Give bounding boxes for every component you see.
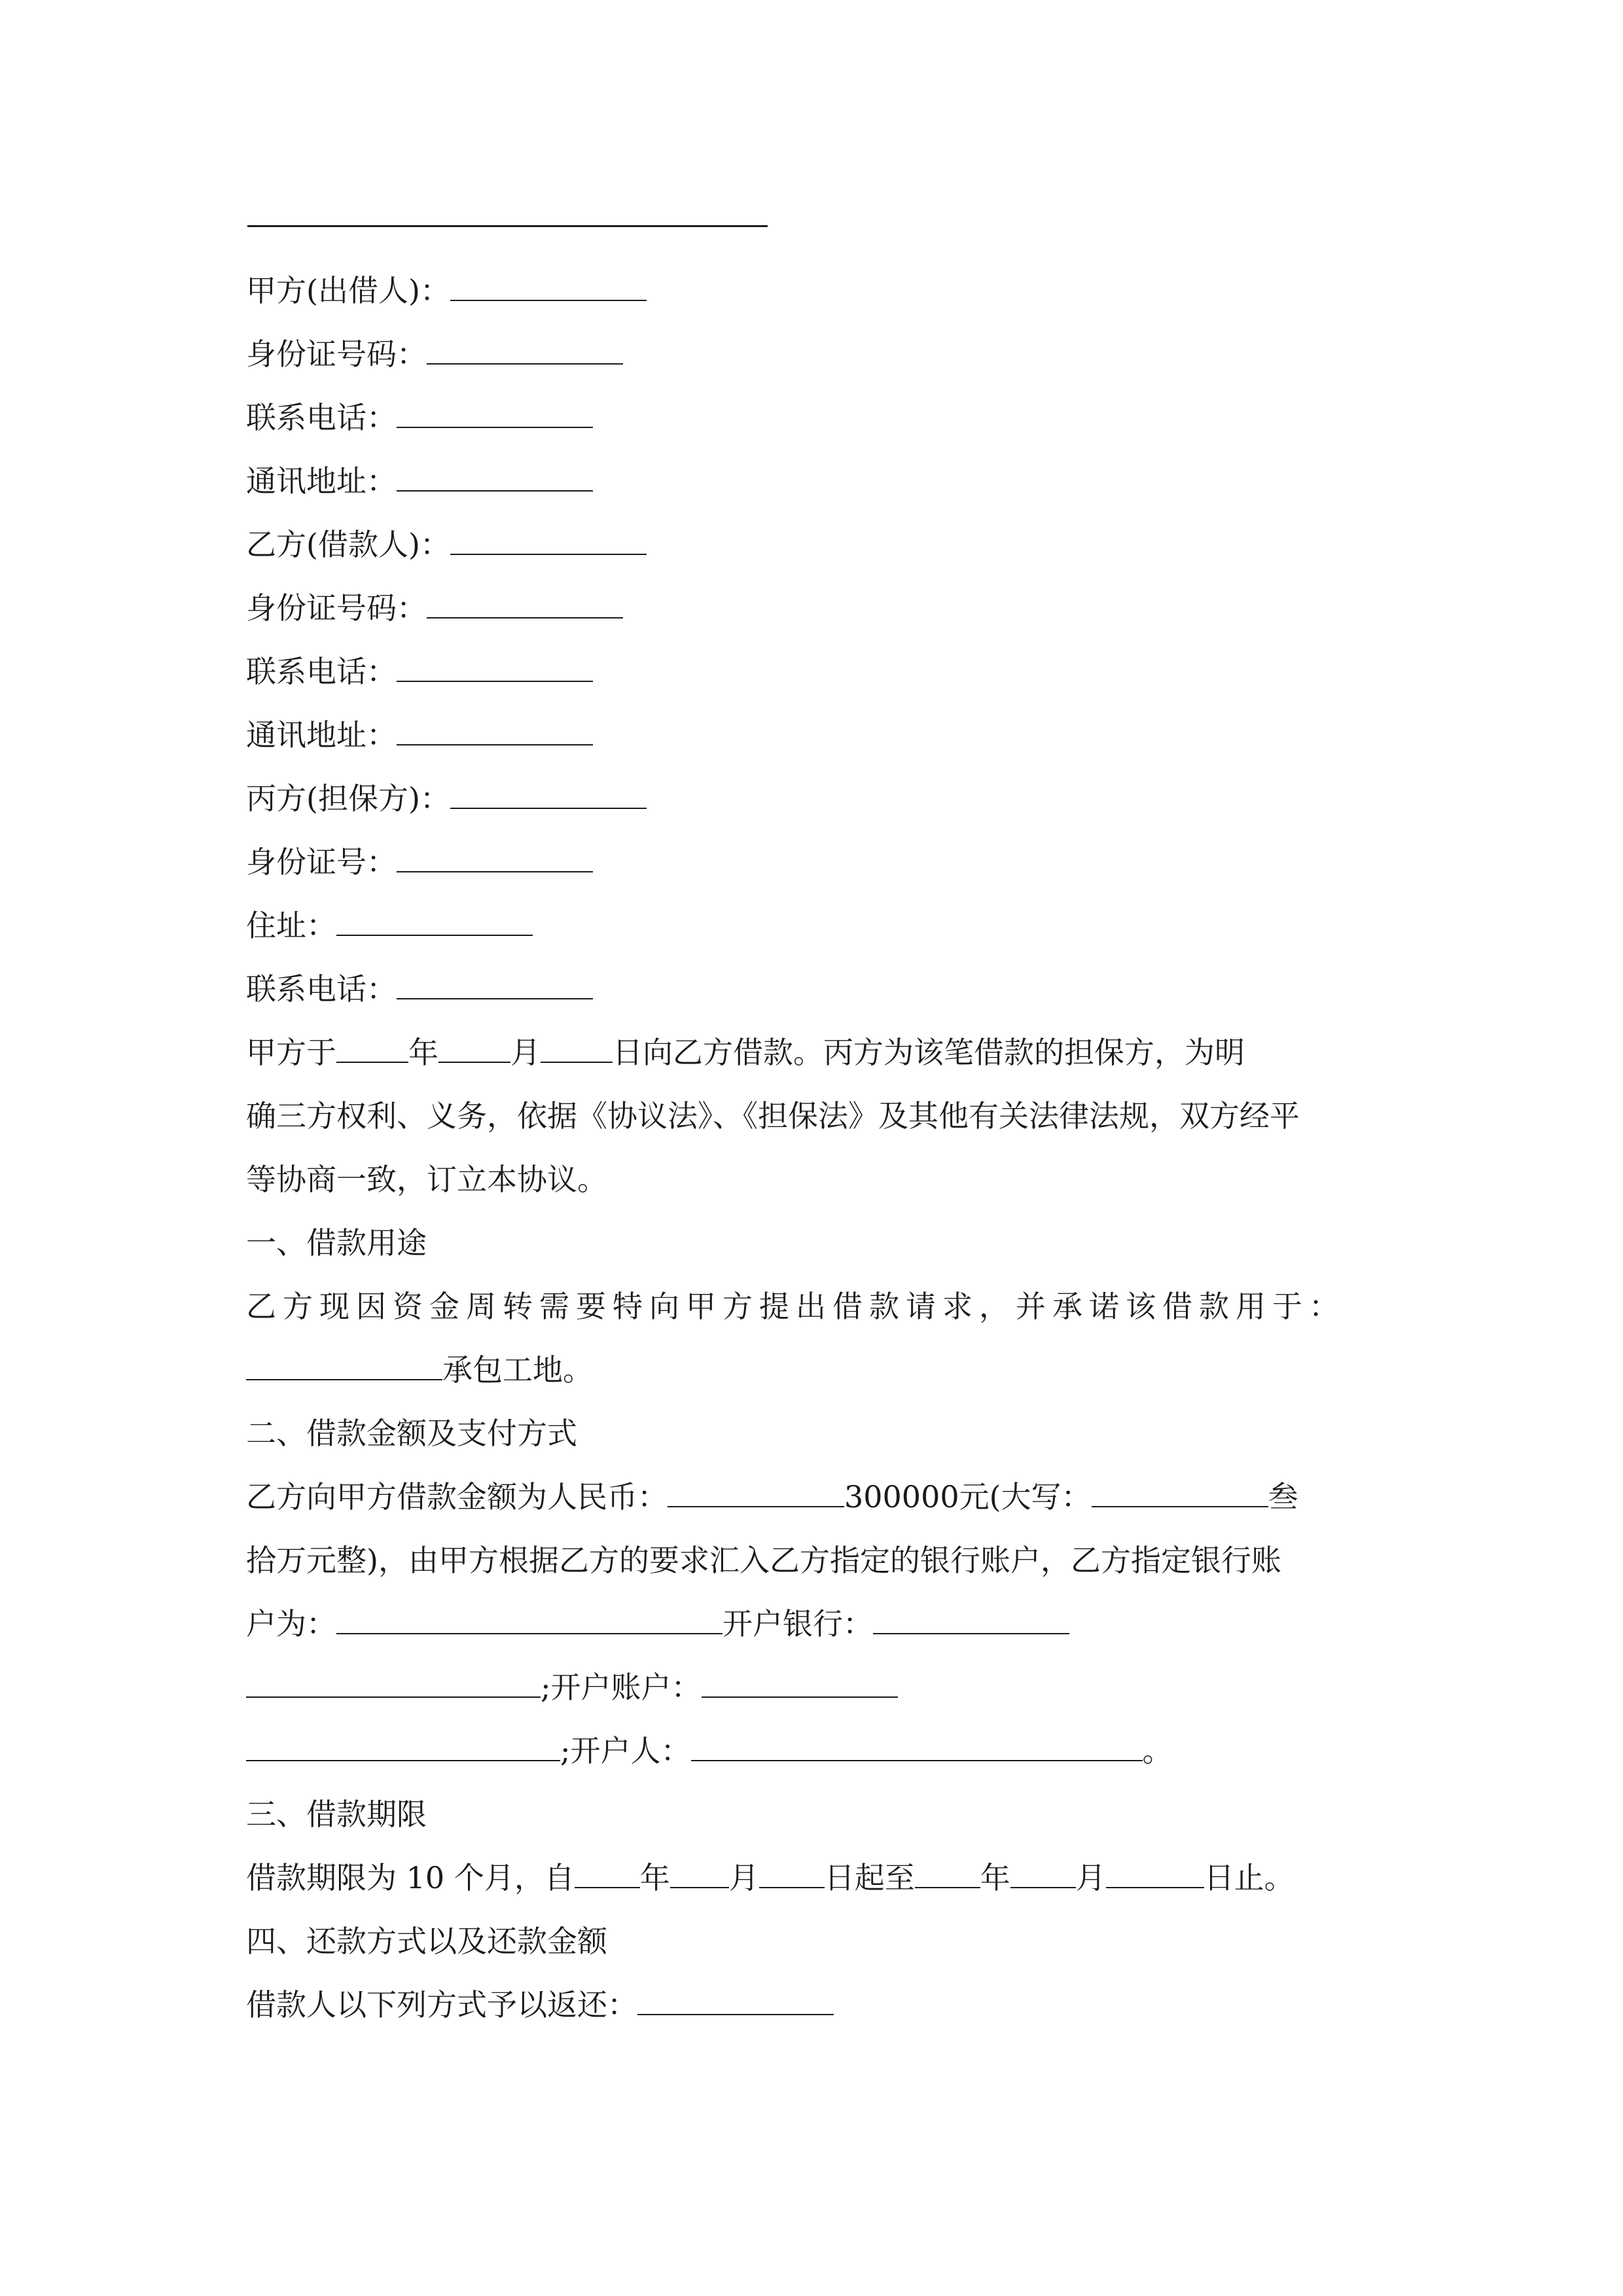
field-label: 乙方(借款人)：	[246, 527, 450, 562]
section-heading-amount: 二、借款金额及支付方式	[246, 1416, 577, 1451]
purpose-blank[interactable]	[246, 1350, 442, 1380]
day-blank[interactable]	[541, 1033, 613, 1063]
blank-line[interactable]	[397, 461, 593, 492]
intro-line-1: 甲方于 年 月 日向乙方借款。丙方为该笔借款的担保方，为明	[246, 1033, 1245, 1072]
field-label: 联系电话：	[246, 971, 397, 1007]
section-heading-repayment: 四、还款方式以及还款金额	[246, 1924, 607, 1959]
amount-words-blank[interactable]	[1092, 1477, 1268, 1507]
end-day-blank[interactable]	[1106, 1858, 1204, 1888]
bank-name-cont-blank[interactable]	[246, 1668, 541, 1698]
intro-line-2: 确三方权利、义务，依据《协议法》、《担保法》及其他有关法律法规，双方经平	[246, 1098, 1300, 1134]
year-blank[interactable]	[336, 1033, 408, 1063]
holder-blank[interactable]	[691, 1731, 1143, 1761]
blank-line[interactable]	[427, 588, 623, 619]
blank-line[interactable]	[450, 779, 647, 809]
top-dash-rule	[247, 225, 768, 227]
start-day-blank[interactable]	[759, 1858, 825, 1888]
field-label: 身份证号：	[246, 844, 397, 880]
field-label: 身份证号码：	[246, 336, 427, 372]
blank-line[interactable]	[397, 842, 593, 872]
blank-line[interactable]	[397, 715, 593, 745]
field-label: 甲方(出借人)：	[246, 273, 450, 308]
account-blank[interactable]	[702, 1668, 898, 1698]
borrower-phone-field	[246, 652, 593, 691]
term-line: 借款期限为 10 个月，自 年 月 日起至 年 月 日止。	[246, 1858, 1294, 1897]
guarantor-name-field	[246, 779, 647, 818]
field-label: 联系电话：	[246, 400, 397, 435]
intro-line-3: 等协商一致，订立本协议。	[246, 1162, 607, 1197]
lender-address-field	[246, 461, 593, 501]
amount-line-1: 乙方向甲方借款金额为人民币： 300000元(大写： 叁	[246, 1477, 1298, 1516]
loan-amount: 300000	[844, 1479, 959, 1515]
blank-line[interactable]	[450, 525, 647, 555]
borrower-address-field	[246, 715, 593, 755]
blank-line[interactable]	[397, 969, 593, 999]
amount-blank[interactable]	[668, 1477, 844, 1507]
blank-line[interactable]	[397, 398, 593, 428]
bank-account-blank[interactable]	[336, 1604, 722, 1634]
lender-name-field	[246, 271, 647, 310]
field-label: 身份证号码：	[246, 590, 427, 626]
blank-line[interactable]	[427, 334, 623, 365]
field-label: 丙方(担保方)：	[246, 781, 450, 816]
field-label: 住址：	[246, 908, 336, 943]
repayment-blank[interactable]	[637, 1985, 834, 2015]
purpose-body: 乙方现因资金周转需要特向甲方提出借款请求，并承诺该借款用于：	[246, 1289, 1346, 1324]
account-cont-blank[interactable]	[246, 1731, 560, 1761]
amount-line-2: 拾万元整)，由甲方根据乙方的要求汇入乙方指定的银行账户，乙方指定银行账	[246, 1543, 1281, 1578]
month-blank[interactable]	[438, 1033, 510, 1063]
blank-line[interactable]	[397, 652, 593, 682]
borrower-id-field	[246, 588, 623, 628]
guarantor-address-field	[246, 906, 533, 945]
start-year-blank[interactable]	[575, 1858, 640, 1888]
guarantor-id-field	[246, 842, 593, 882]
purpose-line: 承包工地。	[246, 1350, 593, 1390]
amount-line-4: ;开户账户：	[246, 1668, 898, 1707]
amount-line-3: 户为： 开户银行：	[246, 1604, 1069, 1643]
amount-line-5: ;开户人： 。	[246, 1731, 1173, 1770]
blank-line[interactable]	[336, 906, 533, 936]
guarantor-phone-field	[246, 969, 593, 1009]
lender-phone-field	[246, 398, 593, 437]
field-label: 通讯地址：	[246, 463, 397, 499]
blank-line[interactable]	[450, 271, 647, 301]
end-year-blank[interactable]	[915, 1858, 980, 1888]
field-label: 通讯地址：	[246, 717, 397, 753]
end-month-blank[interactable]	[1010, 1858, 1076, 1888]
repayment-line: 借款人以下列方式予以返还：	[246, 1985, 834, 2024]
bank-name-blank[interactable]	[873, 1604, 1069, 1634]
start-month-blank[interactable]	[670, 1858, 729, 1888]
section-heading-purpose: 一、借款用途	[246, 1225, 427, 1261]
lender-id-field	[246, 334, 623, 374]
field-label: 联系电话：	[246, 654, 397, 689]
section-heading-term: 三、借款期限	[246, 1797, 427, 1832]
borrower-name-field	[246, 525, 647, 564]
